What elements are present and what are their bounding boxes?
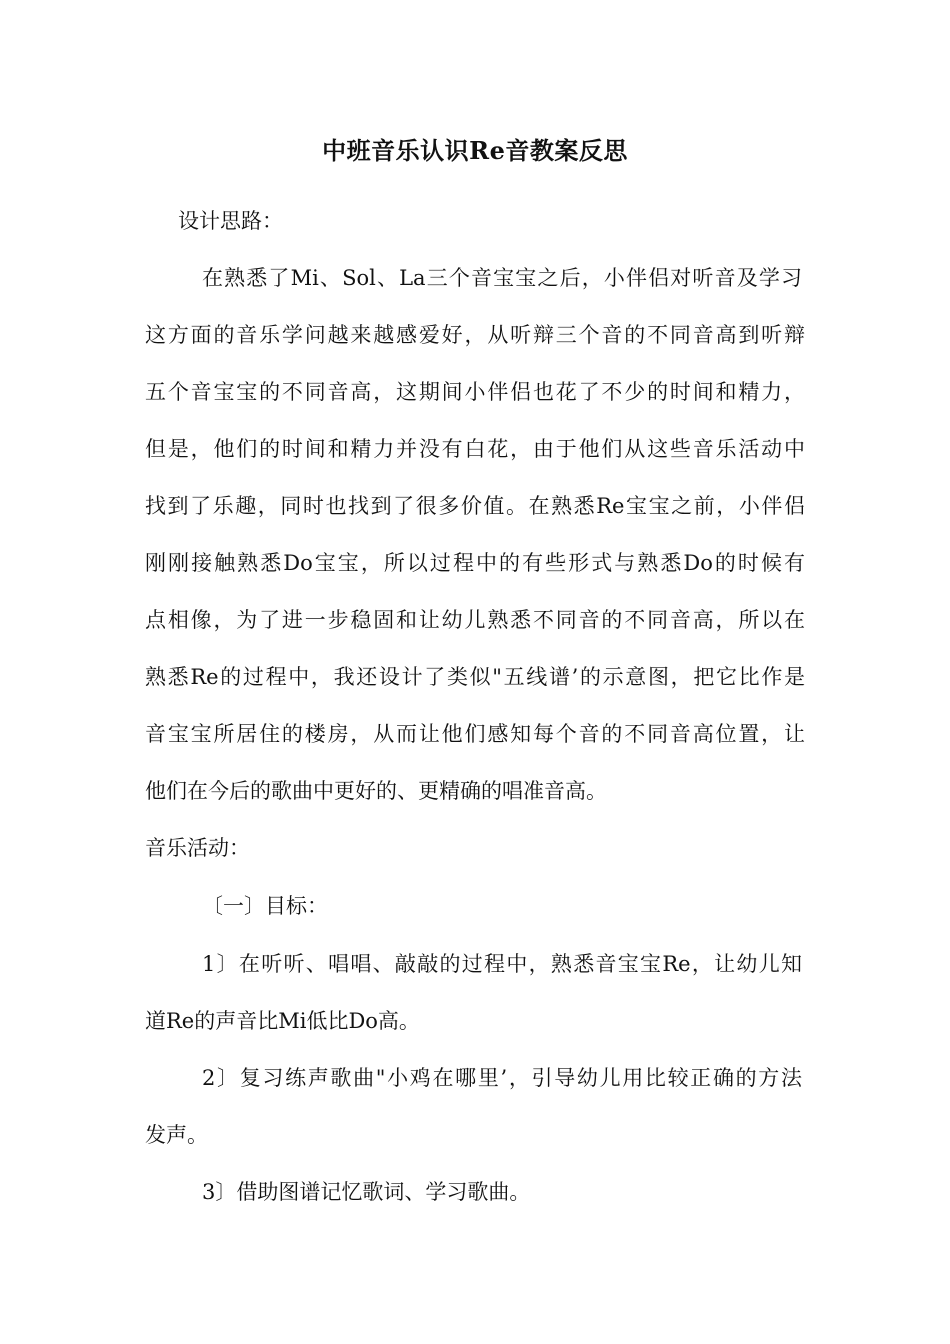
goals-heading: 〔一〕目标： [202, 894, 328, 918]
design-line-10: 他们在今后的歌曲中更好的、更精确的唱准音高。 [145, 779, 607, 803]
design-line-4: 但是，他们的时间和精力并没有白花，由于他们从这些音乐活动中 [145, 437, 805, 461]
design-line-2: 这方面的音乐学问越来越感爱好，从听辩三个音的不同音高到听辩 [145, 323, 805, 347]
design-line-1: 在熟悉了Mi、Sol、La三个音宝宝之后，小伴侣对听音及学习 [202, 266, 802, 290]
design-line-7: 点相像，为了进一步稳固和让幼儿熟悉不同音的不同音高，所以在 [145, 608, 805, 632]
design-line-5: 找到了乐趣，同时也找到了很多价值。在熟悉Re宝宝之前，小伴侣 [145, 494, 805, 518]
goal-1-line-1: 1〕在听听、唱唱、敲敲的过程中，熟悉音宝宝Re，让幼儿知 [202, 952, 802, 976]
goal-2-line-2: 发声。 [145, 1123, 208, 1147]
document-title: 中班音乐认识Re音教案反思 [322, 136, 628, 165]
design-line-3: 五个音宝宝的不同音高，这期间小伴侣也花了不少的时间和精力， [145, 380, 805, 404]
design-line-9: 音宝宝所居住的楼房，从而让他们感知每个音的不同音高位置，让 [145, 722, 805, 746]
goal-1-line-2: 道Re的声音比Mi低比Do高。 [145, 1009, 420, 1033]
activity-heading: 音乐活动： [145, 836, 250, 860]
design-line-8: 熟悉Re的过程中，我还设计了类似"五线谱’的示意图，把它比作是 [145, 665, 805, 689]
design-line-6: 刚刚接触熟悉Do宝宝，所以过程中的有些形式与熟悉Do的时候有 [145, 551, 805, 575]
goal-3-line-1: 3〕借助图谱记忆歌词、学习歌曲。 [202, 1180, 531, 1204]
design-heading: 设计思路： [178, 209, 283, 233]
goal-2-line-1: 2〕复习练声歌曲"小鸡在哪里’，引导幼儿用比较正确的方法 [202, 1066, 802, 1090]
